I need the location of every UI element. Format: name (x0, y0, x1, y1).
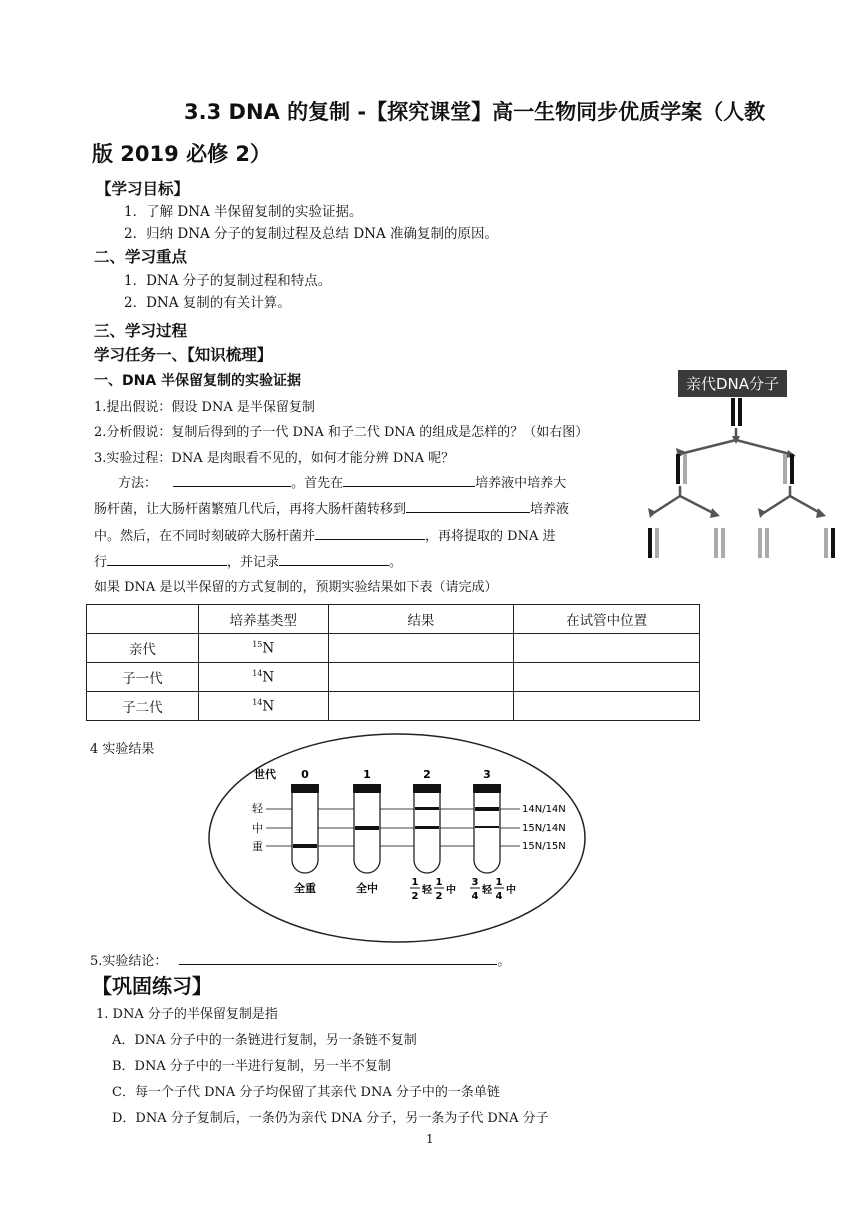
table-intro: 如果 DNA 是以半保留的方式复制的，预期实验结果如下表（请完成） (94, 580, 498, 595)
fraction-numerator: 1 (435, 877, 443, 888)
label-14n14n: 14N/14N (522, 804, 566, 815)
fraction-numerator: 1 (495, 877, 503, 888)
gen-number: 0 (301, 768, 309, 781)
method-text: ，再将提取的 DNA 进 (425, 529, 556, 544)
page-number: 1 (426, 1132, 434, 1146)
gen1-dna-left (676, 454, 687, 484)
blank-record[interactable] (279, 551, 389, 566)
position-cell[interactable] (514, 692, 700, 721)
option-c[interactable]: C．每一个子代 DNA 分子均保留了其亲代 DNA 分子中的一条单链 (112, 1085, 500, 1100)
medium-text: N (262, 698, 275, 715)
blank-method[interactable] (173, 472, 291, 487)
result-gen2 (410, 877, 456, 902)
fraction-numerator: 3 (471, 877, 479, 888)
method-text: 培养液中培养大 (475, 476, 567, 491)
method-label: 方法： (118, 476, 158, 491)
tube-2 (414, 786, 440, 873)
medium-cell (198, 634, 328, 663)
table-row (87, 663, 700, 692)
blank-medium-1[interactable] (343, 472, 475, 487)
medium-text: N (262, 669, 275, 686)
doc-title-line2: 版 2019 必修 2） (92, 142, 271, 166)
goal-item-2: 2．归纳 DNA 分子的复制过程及总结 DNA 准确复制的原因。 (124, 226, 499, 242)
gen-number: 3 (483, 768, 491, 781)
results-table (86, 604, 700, 721)
band-light (415, 807, 439, 810)
fraction-denominator: 4 (471, 891, 479, 902)
row-label-light: 轻 (252, 802, 263, 815)
key-item-1: 1．DNA 分子的复制过程和特点。 (124, 273, 332, 289)
fraction-denominator: 4 (495, 891, 503, 902)
position-cell[interactable] (514, 634, 700, 663)
band-heavy (293, 844, 317, 848)
isotope-sup: 15 (252, 639, 263, 649)
figure-ellipse (209, 734, 585, 942)
result-label: 4 实验结果 (90, 742, 155, 757)
key-item-2: 2．DNA 复制的有关计算。 (124, 295, 291, 311)
fraction-label: 中 (446, 885, 456, 896)
result-cell[interactable] (328, 634, 514, 663)
band-light (475, 807, 499, 811)
generation-cell: 亲代 (87, 634, 199, 663)
table-header-row (87, 605, 700, 634)
band-middle (415, 826, 439, 829)
goals-heading: 【学习目标】 (96, 180, 190, 198)
row-label-heavy: 重 (252, 840, 263, 853)
fraction-label: 中 (506, 885, 516, 896)
figure-tree-label: 亲代DNA分子 (678, 370, 787, 397)
fraction-denominator: 2 (435, 891, 443, 902)
method-text: 行 (94, 555, 108, 570)
conclusion-label: 5.实验结论： (90, 954, 168, 969)
key-heading: 二、学习重点 (94, 248, 188, 266)
method-line-2 (94, 498, 569, 517)
result-all-middle: 全中 (356, 882, 378, 895)
result-cell[interactable] (328, 663, 514, 692)
result-all-heavy: 全重 (294, 882, 316, 895)
fraction-label: 轻 (422, 885, 432, 896)
method-text: 培养液 (530, 502, 570, 517)
blank-process[interactable] (107, 551, 227, 566)
conclusion-line (90, 950, 510, 969)
blank-medium-2[interactable] (406, 498, 530, 513)
method-text: 中。然后，在不同时刻破碎大肠杆菌并 (94, 529, 316, 544)
paragraph-analysis: 2.分析假说：复制后得到的子一代 DNA 和子二代 DNA 的组成是怎样的？（如右图） (94, 425, 589, 440)
option-d[interactable]: D．DNA 分子复制后，一条仍为亲代 DNA 分子，另一条为子代 DNA 分子 (112, 1111, 549, 1126)
generation-cell: 子一代 (87, 663, 199, 692)
task-heading: 学习任务一、【知识梳理】 (94, 346, 273, 364)
medium-text: N (262, 640, 275, 657)
table-header: 结果 (328, 605, 514, 634)
band-middle (475, 826, 499, 828)
isotope-sup: 14 (252, 697, 263, 707)
question-1: 1. DNA 分子的半保留复制是指 (96, 1007, 278, 1022)
gen-number: 1 (363, 768, 371, 781)
practice-heading: 【巩固练习】 (92, 974, 212, 998)
table-row (87, 634, 700, 663)
method-text: 肠杆菌，让大肠杆菌繁殖几代后，再将大肠杆菌转移到 (94, 502, 407, 517)
table-row (87, 692, 700, 721)
method-text: 。 (389, 555, 403, 570)
arrow-heads (648, 436, 826, 518)
row-label-middle: 中 (252, 822, 263, 835)
goal-item-1: 1．了解 DNA 半保留复制的实验证据。 (124, 204, 363, 220)
method-line-4 (94, 551, 402, 570)
gen-number: 2 (423, 768, 431, 781)
process-heading: 三、学习过程 (94, 322, 188, 340)
label-15n14n: 15N/14N (522, 823, 566, 834)
table-header (87, 605, 199, 634)
method-line-1 (118, 472, 566, 491)
tube-caps (291, 784, 501, 793)
method-line-3 (94, 525, 555, 544)
gen2-dna (648, 528, 835, 558)
fraction-denominator: 2 (411, 891, 419, 902)
option-b[interactable]: B．DNA 分子中的一半进行复制，另一半不复制 (112, 1059, 391, 1074)
gen-header: 世代 (254, 768, 276, 781)
tube-results-figure (204, 730, 590, 946)
parent-dna (731, 398, 742, 426)
generation-cell: 子二代 (87, 692, 199, 721)
result-gen3 (470, 877, 516, 902)
band-middle (355, 826, 379, 830)
fraction-numerator: 1 (411, 877, 419, 888)
position-cell[interactable] (514, 663, 700, 692)
blank-extract[interactable] (315, 525, 425, 540)
tube-0 (292, 786, 318, 873)
dna-replication-tree (640, 396, 840, 566)
section1-heading: 一、DNA 半保留复制的实验证据 (94, 373, 302, 389)
isotope-sup: 14 (252, 668, 263, 678)
tubes (292, 786, 500, 873)
paragraph-process: 3.实验过程：DNA 是肉眼看不见的，如何才能分辨 DNA 呢？ (94, 451, 455, 466)
tube-3 (474, 786, 500, 873)
table-header: 在试管中位置 (514, 605, 700, 634)
result-cell[interactable] (328, 692, 514, 721)
option-a[interactable]: A．DNA 分子中的一条链进行复制，另一条链不复制 (112, 1033, 417, 1048)
paragraph-hypothesis: 1.提出假说：假设 DNA 是半保留复制 (94, 400, 315, 415)
gen1-dna-right (783, 454, 794, 484)
fraction-label: 轻 (482, 885, 492, 896)
label-15n15n: 15N/15N (522, 841, 566, 852)
table-header: 培养基类型 (198, 605, 328, 634)
medium-cell (198, 692, 328, 721)
doc-title-line1: 3.3 DNA 的复制 -【探究课堂】高一生物同步优质学案（人教 (184, 100, 766, 124)
medium-cell (198, 663, 328, 692)
blank-conclusion[interactable] (179, 950, 497, 965)
conclusion-end: 。 (497, 954, 511, 969)
method-text: 。首先在 (291, 476, 344, 491)
method-text: ，并记录 (227, 555, 280, 570)
